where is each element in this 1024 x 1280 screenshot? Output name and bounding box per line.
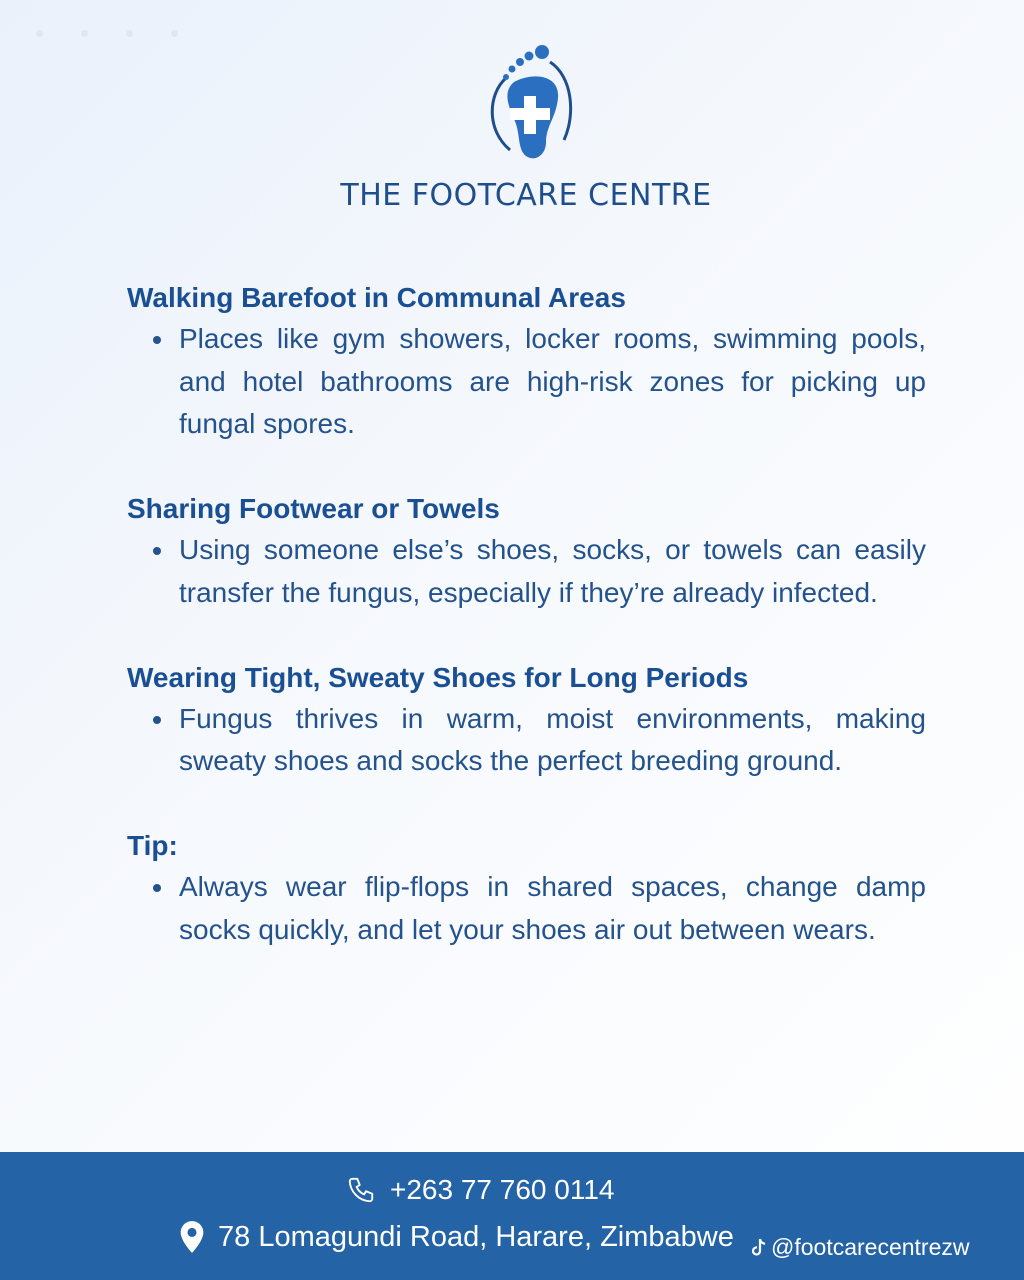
section-heading: Walking Barefoot in Communal Areas — [127, 282, 626, 313]
section-bullet: Fungus thrives in warm, moist environments, making sweaty shoes and socks the perfect breeding ground. — [127, 698, 926, 783]
section-bullet: Places like gym showers, locker rooms, swimming pools, and hotel bathrooms are high-risk zones for picking up fungal spores. — [127, 318, 926, 446]
brand-name: THE FOOTCARE CENTRE — [340, 178, 712, 213]
social-handle[interactable] — [750, 1234, 970, 1261]
address-text: 78 Lomagundi Road, Harare, Zimbabwe — [218, 1220, 734, 1253]
tiktok-icon — [750, 1238, 768, 1258]
section-heading: Wearing Tight, Sweaty Shoes for Long Periods — [127, 661, 749, 693]
section-sharing — [127, 489, 926, 614]
phone-number[interactable]: +263 77 760 0114 — [390, 1174, 615, 1205]
section-heading: Sharing Footwear or Towels — [127, 493, 500, 525]
address-row — [178, 1220, 734, 1254]
section-bullet: Using someone else’s shoes, socks, or towels can easily transfer the fungus, especially if they’re already infected. — [127, 529, 926, 614]
section-bullet: Always wear flip-flops in shared spaces, change damp socks quickly, and let your shoes air out between wears. — [127, 866, 926, 951]
section-tip — [127, 826, 926, 951]
decorative-dots — [36, 30, 178, 37]
section-tight-shoes — [127, 658, 926, 783]
phone-row[interactable] — [346, 1174, 614, 1206]
section-heading: Tip: — [127, 829, 178, 861]
content — [127, 278, 926, 994]
phone-icon — [346, 1175, 376, 1205]
foot-cross-logo-icon — [480, 42, 576, 166]
social-handle-text[interactable]: @footcarecentrezw — [771, 1234, 970, 1260]
location-pin-icon — [178, 1220, 206, 1254]
section-barefoot — [127, 278, 926, 446]
contact-footer — [0, 1152, 1024, 1280]
